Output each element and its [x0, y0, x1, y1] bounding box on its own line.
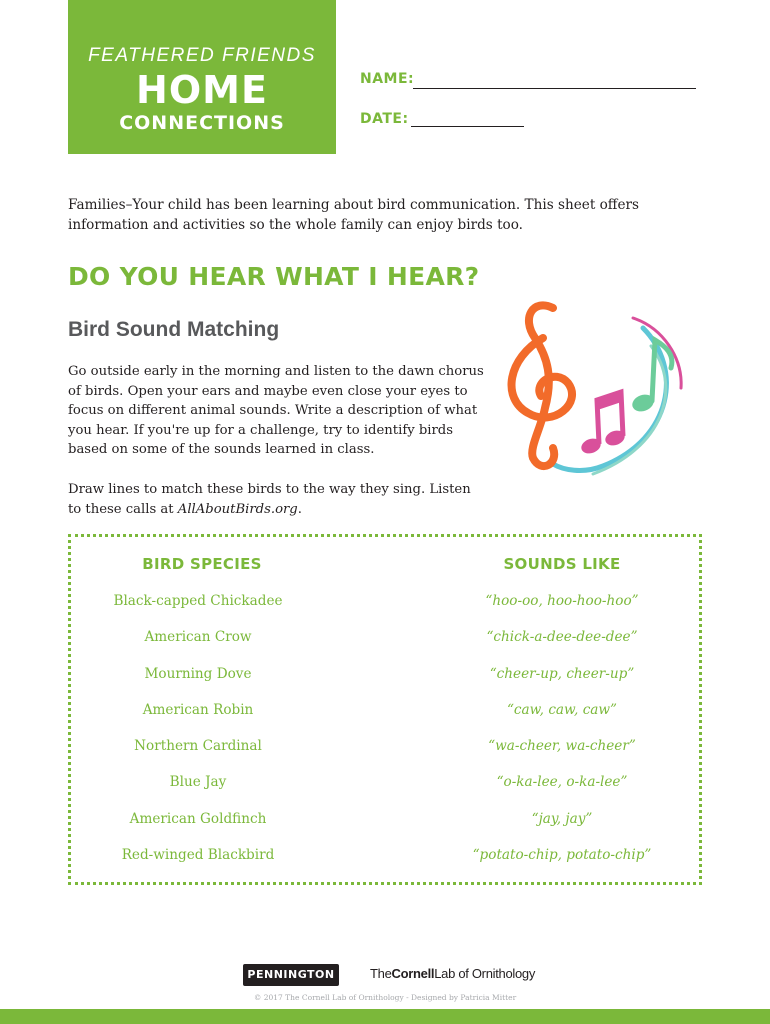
- sound-item[interactable]: “potato-chip, potato-chip”: [472, 847, 652, 864]
- date-field[interactable]: [411, 126, 524, 127]
- sound-item[interactable]: “wa-cheer, wa-cheer”: [488, 738, 636, 755]
- section-title: DO YOU HEAR WHAT I HEAR?: [68, 262, 480, 291]
- name-label: NAME:: [360, 71, 415, 87]
- sound-item[interactable]: “caw, caw, caw”: [506, 701, 618, 718]
- instructions-paragraph: Go outside early in the morning and listen to the dawn chorus of birds. Open your ears and maybe even close your eyes to focus on different animal sounds. Write a description of what you hear. If you're up for a challenge, try to identify birds based on some of the sounds learned in class.: [68, 364, 484, 458]
- banner-subtitle: CONNECTIONS: [119, 112, 285, 134]
- sounds-column-header: SOUNDS LIKE: [503, 555, 621, 573]
- bottom-accent-bar: [0, 1009, 770, 1024]
- species-item[interactable]: American Robin: [142, 701, 254, 718]
- species-item[interactable]: American Goldfinch: [129, 810, 267, 827]
- sound-item[interactable]: “jay, jay”: [531, 810, 593, 827]
- series-title: FEATHERED FRIENDS: [88, 45, 316, 66]
- title-banner: [68, 0, 336, 154]
- date-label: DATE:: [360, 111, 409, 127]
- species-item[interactable]: Mourning Dove: [144, 665, 252, 682]
- sound-item[interactable]: “cheer-up, cheer-up”: [489, 665, 635, 682]
- matching-instructions: Draw lines to match these birds to the way they sing. Listen to these calls at AllAboutBirds.org.: [68, 482, 471, 517]
- copyright-text: © 2017 The Cornell Lab of Ornithology - Designed by Patricia Mitter: [253, 993, 517, 1002]
- species-item[interactable]: Blue Jay: [169, 774, 227, 791]
- species-item[interactable]: Red-winged Blackbird: [121, 847, 275, 864]
- website-link[interactable]: AllAboutBirds.org: [177, 501, 298, 517]
- species-list: [88, 591, 308, 881]
- sound-item[interactable]: “o-ka-lee, o-ka-lee”: [496, 774, 628, 791]
- music-notes-icon: [493, 298, 693, 488]
- species-item[interactable]: Black-capped Chickadee: [113, 593, 283, 609]
- species-column-header: BIRD SPECIES: [142, 555, 262, 573]
- intro-text: Families–Your child has been learning about bird communication. This sheet offers information and activities so the whole family can enjoy birds too.: [68, 197, 639, 233]
- cornell-lab-logo: TheCornellLab of Ornithology: [370, 966, 536, 981]
- pennington-logo: PENNINGTON: [243, 964, 339, 986]
- species-item[interactable]: American Crow: [144, 629, 252, 646]
- banner-title: HOME: [136, 68, 268, 112]
- species-item[interactable]: Northern Cardinal: [134, 738, 262, 755]
- sound-item[interactable]: “hoo-oo, hoo-hoo-hoo”: [485, 593, 639, 609]
- name-field[interactable]: [413, 88, 696, 89]
- sounds-list: [452, 591, 672, 881]
- sound-item[interactable]: “chick-a-dee-dee-dee”: [486, 629, 638, 646]
- activity-subhead: Bird Sound Matching: [68, 318, 280, 341]
